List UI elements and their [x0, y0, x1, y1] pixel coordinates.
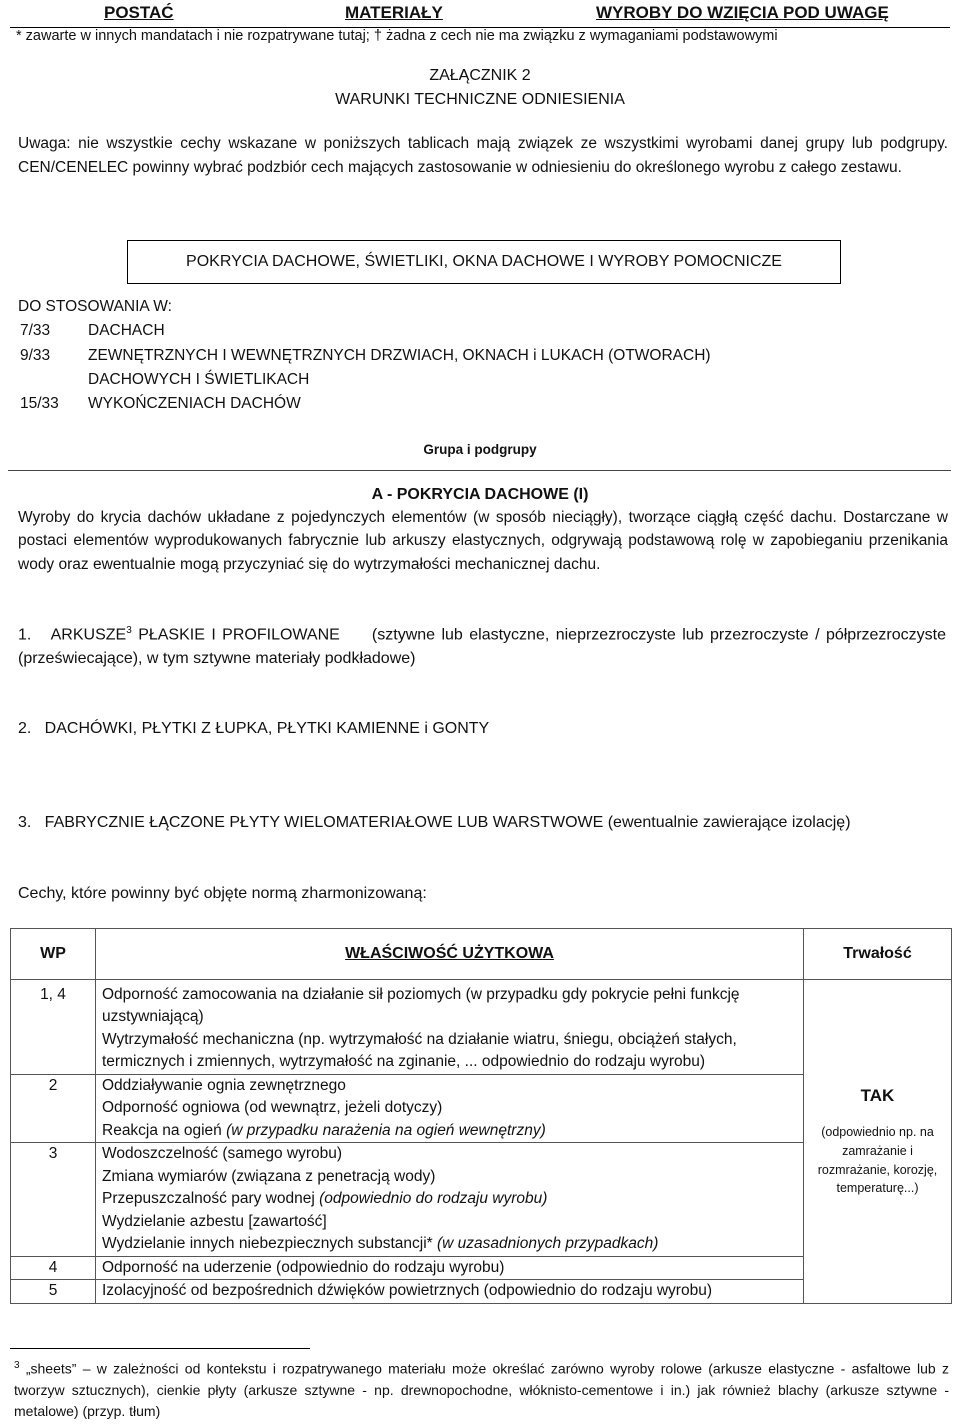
- property-text: Przepuszczalność pary wodnej: [102, 1190, 320, 1208]
- property-line: Zmiana wymiarów (związana z penetracją wody): [102, 1167, 436, 1185]
- use-item: [20, 393, 301, 415]
- intro-paragraph: Uwaga: nie wszystkie cechy wskazane w poniższych tablicach mają związek ze wszystkimi wyrobami danej grupy lub podgrupy. CEN/CENELEC powinny wybrać podzbiór cech mających zastosowanie w odniesieniu do określonego wyrobu z całego zestawu.: [18, 135, 948, 177]
- annex-subtitle: WARUNKI TECHNICZNE ODNIESIENIA: [335, 91, 625, 108]
- section-divider: [8, 470, 951, 471]
- header-materialy: MATERIAŁY: [345, 3, 443, 22]
- use-text: DACHACH: [88, 322, 165, 339]
- col-header-wp: WP: [11, 929, 96, 980]
- property-line: [102, 1233, 797, 1255]
- list-item-1-lead: ARKUSZE: [50, 626, 127, 644]
- footnote-mark: 3: [14, 1360, 20, 1371]
- row-wp: 1, 4: [11, 980, 96, 1075]
- use-code: 9/33: [20, 347, 51, 364]
- property-line: Wodoszczelność (samego wyrobu): [102, 1145, 343, 1163]
- footnote-ref: 3: [126, 625, 132, 636]
- property-line: Odporność ogniowa (od wewnątrz, jeżeli dotyczy): [102, 1099, 443, 1117]
- features-heading: Cechy, które powinny być objęte normą zharmonizowaną:: [18, 885, 427, 902]
- property-line: [102, 1120, 797, 1142]
- header-wyroby: WYROBY DO WZIĘCIA POD UWAGĘ: [596, 3, 889, 22]
- property-qualifier: (odpowiednio do rodzaju wyrobu): [319, 1190, 548, 1208]
- col-header-durability: Trwałość: [804, 929, 952, 980]
- property-line: Odporność zamocowania na działanie sił poziomych (w przypadku gdy pokrycie pełni funkcję uzstywniającą): [102, 986, 740, 1026]
- section-a-text: Wyroby do krycia dachów układane z pojedynczych elementów (w sposób nieciągły), tworzące ciągłą część dachu. Dostarczane w postaci elementów wyprodukowanych fabrycznie lub arkuszy elastycznych, odgrywają podstawową rolę w zapobieganiu przenikania wody oraz ewentualnie mogą przyczyniać się do wytrzymałości mechanicznej dachu.: [18, 509, 948, 573]
- list-item-1-number: 1.: [18, 626, 32, 644]
- uses-heading: DO STOSOWANIA W:: [18, 298, 172, 315]
- durability-value: TAK: [860, 1086, 895, 1106]
- use-item: [20, 320, 165, 342]
- durability-cell: [804, 980, 952, 1304]
- row-wp: 5: [11, 1280, 96, 1303]
- use-text: WYKOŃCZENIACH DACHÓW: [88, 395, 301, 412]
- row-property: [96, 1143, 804, 1256]
- use-code: 15/33: [20, 395, 59, 412]
- section-box-title: [127, 240, 841, 284]
- use-code: 7/33: [20, 322, 51, 339]
- list-item-1: [18, 623, 951, 671]
- group-heading: Grupa i podgrupy: [423, 442, 537, 457]
- use-item: [20, 345, 711, 367]
- properties-table: [10, 928, 952, 1304]
- annex-title: ZAŁĄCZNIK 2: [429, 67, 531, 84]
- footnote-rule: [10, 1348, 310, 1349]
- list-item-1-rest: PŁASKIE I PROFILOWANE (sztywne lub elastyczne, nieprzezroczyste lub przezroczyste / półprzezroczyste (przeświecające), w tym sztywne materiały podkładowe): [18, 626, 951, 668]
- row-property: Odporność na uderzenie (odpowiednio do rodzaju wyrobu): [96, 1256, 804, 1279]
- property-text: Wydzielanie innych niebezpiecznych substancji*: [102, 1235, 438, 1253]
- property-line: [102, 1188, 797, 1210]
- section-box-title-text: POKRYCIA DACHOWE, ŚWIETLIKI, OKNA DACHOWE I WYROBY POMOCNICZE: [186, 253, 782, 271]
- row-property: Izolacyjność od bezpośrednich dźwięków powietrznych (odpowiednio do rodzaju wyrobu): [96, 1280, 804, 1303]
- property-line: Oddziaływanie ognia zewnętrznego: [102, 1076, 346, 1094]
- list-item-3: 3. FABRYCZNIE ŁĄCZONE PŁYTY WIELOMATERIAŁOWE LUB WARSTWOWE (ewentualnie zawierające izolację): [18, 814, 851, 831]
- header-note: * zawarte w innych mandatach i nie rozpatrywane tutaj; † żadna z cech nie ma związku z wymaganiami podstawowymi: [16, 28, 778, 44]
- list-item-2: 2. DACHÓWKI, PŁYTKI Z ŁUPKA, PŁYTKI KAMIENNE i GONTY: [18, 720, 490, 737]
- property-qualifier: (w uzasadnionych przypadkach): [437, 1235, 659, 1253]
- footnote: [14, 1358, 949, 1422]
- row-wp: 2: [11, 1074, 96, 1142]
- row-property: [96, 980, 804, 1075]
- row-wp: 3: [11, 1143, 96, 1256]
- col-header-property: WŁAŚCIWOŚĆ UŻYTKOWA: [96, 929, 804, 980]
- use-text: ZEWNĘTRZNYCH I WEWNĘTRZNYCH DRZWIACH, OKNACH i LUKACH (OTWORACH): [88, 347, 711, 364]
- row-property: [96, 1074, 804, 1142]
- durability-note: (odpowiednio np. na zamrażanie i rozmrażanie, korozję, temperaturę...): [817, 1125, 938, 1196]
- table-header-row: [11, 929, 952, 980]
- table-row: [11, 980, 952, 1075]
- property-text: Reakcja na ogień: [102, 1121, 227, 1139]
- section-a-title: A - POKRYCIA DACHOWE (I): [371, 486, 589, 503]
- property-qualifier: (w przypadku narażenia na ogień wewnętrzny): [226, 1121, 546, 1139]
- use-text-continuation: DACHOWYCH I ŚWIETLIKACH: [88, 371, 310, 388]
- property-line: Wytrzymałość mechaniczna (np. wytrzymałość na działanie wiatru, śniegu, obciążeń stałych, termicznych i zmiennych, wytrzymałość na zginanie, ... odpowiednio do rodzaju wyrobu): [102, 1030, 737, 1071]
- row-wp: 4: [11, 1256, 96, 1279]
- property-line: Wydzielanie azbestu [zawartość]: [102, 1212, 327, 1230]
- footnote-text: „sheets” – w zależności od kontekstu i rozpatrywanego materiału może określać zarówno wyroby rolowe (arkusze elastyczne - asfaltowe lub z tworzyw sztucznych), cienkie płyty (arkusze sztywne - np. drewnopochodne, włóknisto-cementowe i in.) jak również blachy (arkusze sztywne - metalowe) (przyp. tłum): [14, 1360, 949, 1419]
- header-postac: POSTAĆ: [104, 3, 174, 22]
